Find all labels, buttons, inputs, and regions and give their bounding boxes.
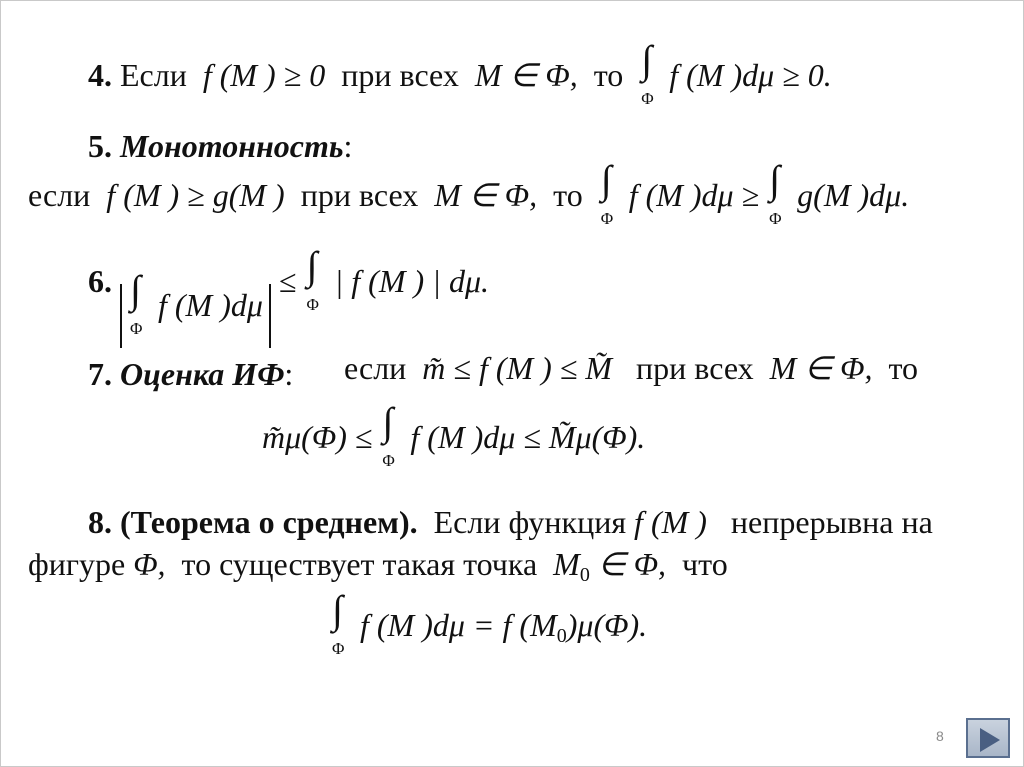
integral-sign: ∫ Φ (600, 157, 614, 228)
property-7-condition (344, 352, 918, 384)
property-number: 5. (88, 128, 112, 164)
formula: Φ, (133, 546, 166, 582)
integral-sign: ∫ Φ (306, 243, 319, 314)
integral-region: Φ (306, 295, 319, 314)
integral-region: Φ (130, 319, 143, 338)
formula: f (M ) ≥ 0 (202, 57, 326, 93)
integral-region: Φ (769, 209, 782, 228)
property-5-formula (28, 157, 910, 228)
page-number: 8 (936, 728, 944, 744)
text: непрерывна на (730, 504, 933, 540)
integral-region: Φ (641, 89, 654, 108)
formula: f (M ) ≥ g(M ) (106, 177, 285, 213)
formula: f (M )dμ ≥ 0. (669, 57, 832, 93)
text: если (344, 350, 407, 386)
property-title: Оценка ИФ (120, 356, 285, 392)
integral-region: Φ (332, 639, 345, 658)
property-7-heading (88, 358, 293, 390)
formula: | f (M ) | dμ. (334, 263, 489, 299)
integral-sign: ∫ Φ (769, 157, 782, 228)
integral-region: Φ (382, 451, 395, 470)
integral-sign: ∫ Φ (641, 37, 654, 108)
relation: ≤ (278, 263, 297, 299)
property-title: (Теорема о среднем). (120, 504, 418, 540)
text: при всех (341, 57, 459, 93)
text: что (682, 546, 728, 582)
formula: M ∈ Φ, (474, 57, 578, 93)
text: при всех (300, 177, 419, 213)
property-7-formula (262, 399, 646, 470)
formula: f (M )dμ (158, 287, 263, 323)
formula: m̃ ≤ f (M ) ≤ M̃ (422, 350, 613, 386)
text: фигуре (28, 546, 126, 582)
formula: )μ(Φ). (566, 607, 648, 643)
formula: M ∈ Φ, (434, 177, 538, 213)
subscript: 0 (556, 625, 567, 647)
subscript: 0 (579, 564, 590, 586)
integral-sign: ∫ Φ (332, 587, 345, 658)
integral-sign: ∫ Φ (382, 399, 395, 470)
formula: f (M )dμ = f (M (360, 607, 557, 643)
text: то (593, 57, 624, 93)
formula: ∈ Φ, (597, 546, 667, 582)
text: при всех (636, 350, 754, 386)
text: Если (120, 57, 187, 93)
integral-sign: ∫ Φ (130, 267, 143, 338)
text: то существует такая точка (181, 546, 538, 582)
text: то (888, 350, 919, 386)
formula: m̃μ(Φ) ≤ (262, 419, 373, 455)
absolute-value-bars (120, 267, 271, 348)
property-number: 6. (88, 263, 112, 299)
property-8-line-1 (88, 506, 933, 538)
formula: f (M ) (634, 504, 707, 540)
next-slide-button[interactable] (966, 718, 1010, 758)
text: то (553, 177, 583, 213)
text: Если функция (433, 504, 627, 540)
text: : (343, 128, 353, 164)
play-triangle-icon (980, 728, 1000, 752)
integral-region: Φ (600, 209, 614, 228)
formula: f (M )dμ ≤ M̃μ(Φ). (410, 419, 646, 455)
formula: f (M )dμ ≥ (628, 177, 760, 213)
text: : (284, 356, 294, 392)
property-8-formula (330, 587, 648, 658)
formula: M (553, 546, 580, 582)
property-4 (88, 37, 832, 108)
property-8-line-2 (28, 548, 728, 585)
property-number: 8. (88, 504, 112, 540)
formula: g(M )dμ. (797, 177, 910, 213)
property-number: 7. (88, 356, 112, 392)
property-title: Монотонность (120, 128, 344, 164)
text: если (28, 177, 91, 213)
formula: M ∈ Φ, (769, 350, 873, 386)
property-5-heading (88, 130, 352, 162)
property-6 (88, 243, 489, 348)
property-number: 4. (88, 57, 112, 93)
